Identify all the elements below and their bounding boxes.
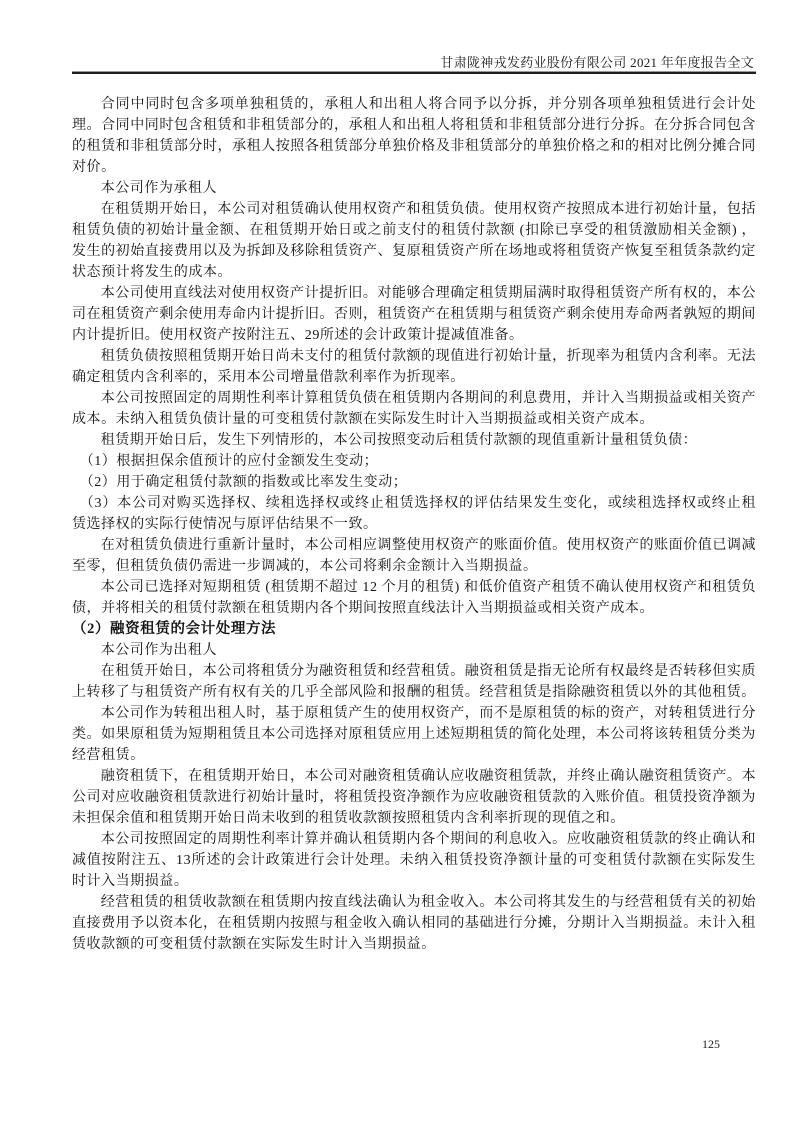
paragraph-interest-expense: 本公司按照固定的周期性利率计算租赁负债在租赁期内各期间的利息费用，并计入当期损益或相关资产成本。未纳入租赁负债计量的可变租赁付款额在实际发生时计入当期损益或相关资产成本。: [72, 391, 756, 427]
paragraph-remeasure-intro: 租赁期开始日后，发生下列情形的，本公司按照变动后租赁付款额的现值重新计量租赁负债：: [100, 433, 698, 448]
paragraph-finance-lease-recognition: 融资租赁下，在租赁期开始日，本公司对融资租赁确认应收融资租赁款，并终止确认融资租赁资产。本公司对应收融资租赁款进行初始计量时，将租赁投资净额作为应收融资租赁款的入账价值。租赁投资净额为未担保余值和租赁期开始日尚未收到的租赁收款额按照租赁内含利率折现的现值之和。: [72, 769, 756, 826]
report-header-title: 甘肃陇神戎发药业股份有限公司 2021 年年度报告全文: [440, 55, 754, 70]
paragraph-contract-split: 合同中同时包含多项单独租赁的，承租人和出租人将合同予以分拆，并分别各项单独租赁进行会计处理。合同中同时包含租赁和非租赁部分的，承租人和出租人将租赁和非租赁部分进行分拆。在分拆合同包含的租赁和非租赁部分时，承租人按照各租赁部分单独价格及非租赁部分的单独价格之和的相对比例分摊合同对价。: [72, 97, 756, 175]
paragraph-interest-income: 本公司按照固定的周期性利率计算并确认租赁期内各个期间的利息收入。应收融资租赁款的终止确认和减值按附注五、13所述的会计政策进行会计处理。未纳入租赁投资净额计量的可变租赁付款额在实际发生时计入当期损益。: [72, 832, 756, 889]
paragraph-lease-classification: 在租赁开始日，本公司将租赁分为融资租赁和经营租赁。融资租赁是指无论所有权最终是否转移但实质上转移了与租赁资产所有权有关的几乎全部风险和报酬的租赁。经营租赁是指除融资租赁以外的其他租赁。: [72, 664, 756, 700]
document-body: [72, 94, 756, 955]
paragraph-lease-liability: 租赁负债按照租赁期开始日尚未支付的租赁付款额的现值进行初始计量，折现率为租赁内含利率。无法确定租赁内含利率的，采用本公司增量借款利率作为折现率。: [72, 349, 756, 385]
list-item-2: （2）用于确定租赁付款额的指数或比率发生变动；: [79, 475, 408, 490]
paragraph-remeasure-adjust: 在对租赁负债进行重新计量时，本公司相应调整使用权资产的账面价值。使用权资产的账面价值已调减至零，但租赁负债仍需进一步调减的，本公司将剩余金额计入当期损益。: [72, 538, 756, 574]
header-rule: [72, 72, 756, 74]
page-number: 125: [702, 1037, 720, 1051]
paragraph-sublease: 本公司作为转租出租人时，基于原租赁产生的使用权资产，而不是原租赁的标的资产，对转租赁进行分类。如果原租赁为短期租赁且本公司选择对原租赁应用上述短期租赁的简化处理，本公司将该转租赁分类为经营租赁。: [72, 706, 756, 763]
list-item-1: （1）根据担保余值预计的应付金额发生变动；: [79, 454, 379, 469]
paragraph-short-term-lease: 本公司已选择对短期租赁 (租赁期不超过 12 个月的租赁) 和低价值资产租赁不确认使用权资产和租赁负债，并将相关的租赁付款额在租赁期内各个期间按照直线法计入当期损益或相关资产成本。: [72, 580, 756, 616]
paragraph-depreciation: 本公司使用直线法对使用权资产计提折旧。对能够合理确定租赁期届满时取得租赁资产所有权的，本公司在租赁资产剩余使用寿命内计提折旧。否则，租赁资产在租赁期与租赁资产剩余使用寿命两者孰短的期间内计提折旧。使用权资产按附注五、29所述的会计政策计提减值准备。: [72, 286, 756, 343]
list-item-3: （3）本公司对购买选择权、续租选择权或终止租赁选择权的评估结果发生变化，或续租选择权或终止租赁选择权的实际行使情况与原评估结果不一致。: [72, 496, 756, 532]
paragraph-initial-measurement: 在租赁期开始日，本公司对租赁确认使用权资产和租赁负债。使用权资产按照成本进行初始计量，包括租赁负债的初始计量金额、在租赁期开始日或之前支付的租赁付款额 (扣除已享受的租赁激励相关金额) ，发生的初始直接费用以及为拆卸及移除租赁资产、复原租赁资产所在场地或将租赁资产恢复至租赁条款约定状态预计将发生的成本。: [72, 202, 756, 280]
section-heading-finance-lease: （2）融资租赁的会计处理方法: [72, 621, 277, 637]
paragraph-operating-lease-income: 经营租赁的租赁收款额在租赁期内按直线法确认为租金收入。本公司将其发生的与经营租赁有关的初始直接费用予以资本化，在租赁期内按照与租金收入确认相同的基础进行分摊，分期计入当期损益。未计入租赁收款额的可变租赁付款额在实际发生时计入当期损益。: [72, 895, 756, 952]
paragraph-as-lessor: 本公司作为出租人: [100, 643, 218, 658]
paragraph-as-lessee: 本公司作为承租人: [100, 181, 218, 196]
